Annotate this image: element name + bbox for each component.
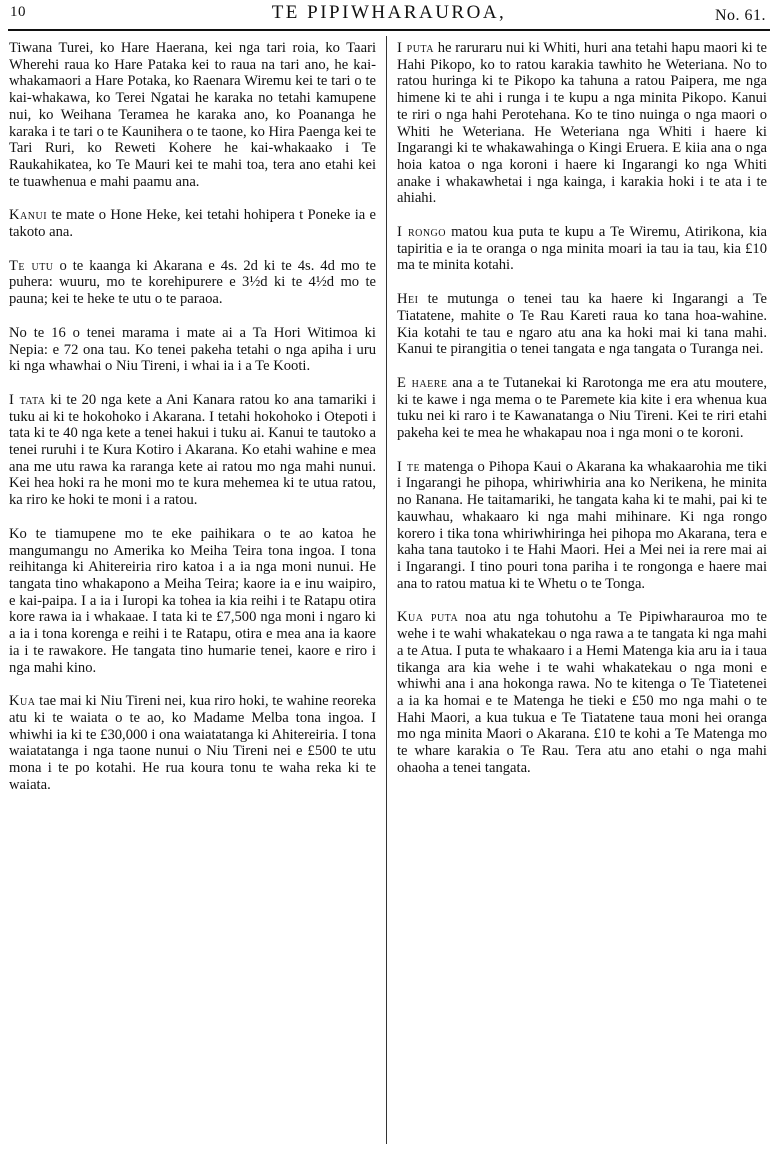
article-paragraph: I tata ki te 20 nga kete a Ani Kanara ratou ko ana tamariki i tuku ai ki te hokohoko i Akarana. I tetahi hokohoko i Otepoti i tata ki te 40 nga kete a tenei hakui i tuku ai. Kanui te tautoko a tenei ruruhi i te Kura Kotiro i Akarana. Ko etahi wahine e mea ana me utu rawa ka raranga kete ai ratou mo nga mahi nunui. Kei hea hoki ra he moni mo te kura mehemea ki te utua ratou, ka riro ke hoki te moni i a ratou. <box>9 391 376 509</box>
article-paragraph: I puta he raruraru nui ki Whiti, huri ana tetahi hapu maori ki te Hahi Pikopo, ko to ratou karakia tawhito he Weteriana. No to ratou huringa ki te Pikopo ka tahuna a ratou Paipera, me nga himene ki te ahi i runga i te kupu a nga minita Pikopo. Kanui te riri o nga hahi Perotehana. Ko te tino nuinga o nga maori o Whiti he Weteriana. He Weteriana nga Whiti i haere ki Ingarangi ki te whakawahinga o Kingi Eruera. E kiia ana o nga hoia katoa o nga koroni i haere ki Ingarangi ko nga Whiti anake i whakawhetai i nga kainga, i karakia hoki i te ata i te ahiahi. <box>397 40 767 207</box>
lead-in: Kua puta <box>397 609 459 626</box>
page-header <box>8 2 770 30</box>
lead-in: Kua <box>9 693 36 710</box>
column-divider <box>386 36 387 1144</box>
left-column <box>9 40 376 793</box>
article-paragraph: Kua tae mai ki Niu Tireni nei, kua riro hoki, te wahine reoreka atu ki te waiata o te ao, ko Madame Melba tona ingoa. I whiwhi ia ki te £30,000 i ona waiatatanga ki Ahitereiria. I tona waiatatanga i nga taone nunui o Niu Tireni nei e £500 te utu mona i te po kotahi. He rua koura tonu te waha reka ki te waiata. <box>9 693 376 793</box>
article-paragraph: Te utu o te kaanga ki Akarana e 4s. 2d ki te 4s. 4d mo te puhera: wuuru, mo te korehipurere e 3½d ki te 4½d mo te pauna; kei te heke te utu o te paraoa. <box>9 257 376 308</box>
lead-in: I te <box>397 458 421 475</box>
right-column <box>397 40 767 776</box>
article-paragraph: Tiwana Turei, ko Hare Haerana, kei nga tari roia, ko Taari Wherehi raua ko Hare Pataka kei to raua na tari ano, he kai-whakamaori a Hare Potaka, ko Raenara Wiremu kei te tari o te kai-whakawa, ko Terei Ngatai he karaka no tetahi kamupene nui, ko Weihana Teramea he karaka ano, ko Poananga he karaka i te tari o te Kaunihera o te taone, ko Hira Paenga kei te Tari Ruri, ko Reweti Kohere he kai-whakaako i Te Raukahikatea, ko Te Mauri kei te mahi toa, tera ano etahi kei te tuawhenua e mahi paamu ana. <box>9 40 376 190</box>
lead-in: I puta <box>397 40 434 56</box>
lead-in: I tata <box>9 391 46 408</box>
article-paragraph: Hei te mutunga o tenei tau ka haere ki Ingarangi a Te Tiatatene, mahite o Te Rau Kareti raua ko tana hoa-wahine. Kia kotahi te tau e ngaro atu ana ka hoki mai ki tana mahi. Kanui te pirangitia o tenei tangata e nga tangata o Turanga nei. <box>397 291 767 358</box>
lead-in: Te utu <box>9 257 54 274</box>
lead-in: Hei <box>397 291 419 308</box>
article-paragraph: I rongo matou kua puta te kupu a Te Wiremu, Atirikona, kia tapiritia e ia te oranga o nga minita moari ia tau ia tau, kia £10 ma te minita kotahi. <box>397 224 767 274</box>
header-rule <box>8 29 770 31</box>
page-number: 10 <box>10 4 26 20</box>
issue-number: No. 61. <box>714 7 766 24</box>
article-paragraph: Kanui te mate o Hone Heke, kei tetahi hohipera t Poneke ia e takoto ana. <box>9 207 376 241</box>
article-paragraph: I te matenga o Pihopa Kaui o Akarana ka whakaarohia me tiki i Ingarangi he pihopa, whiriwhiria ana ko Nerikena, he minita no Ranana. He taitamariki, he tangata kaha ki te mahi, pai ki te kauwhau, whakaaro ki nga mahi mihinare. Ki nga rongo korero i tika tona whiriwhiringa hei pihopa mo Akarana, tera e kaha tana tautoko i te Hahi Maori. Hei a Mei nei ia rere mai ai i Ingarangi. I tino pouri tona pariha i te rongonga e haere mai ana to ratou matua ki te Whetu o te Tonga. <box>397 458 767 592</box>
page-title: TE PIPIWHARAUROA, <box>271 2 507 23</box>
article-paragraph: E haere ana a te Tutanekai ki Rarotonga me era atu moutere, ki te kawe i nga mema o te Paremete kia kite i era whenua kua tuku nei ki raro i te Kawanatanga o Niu Tireni. Kei te riri etahi pakeha kei te mea he whakapau noa i nga moni o te koroni. <box>397 374 767 442</box>
article-paragraph: No te 16 o tenei marama i mate ai a Ta Hori Witimoa ki Nepia: e 72 ona tau. Ko tenei pakeha tetahi o nga apiha i uru ki nga whawhai o Niu Tireni, i whai ia i a Te Kooti. <box>9 324 376 375</box>
lead-in: I rongo <box>397 224 446 241</box>
article-paragraph: Ko te tiamupene mo te eke paihikara o te ao katoa he mangumangu no Amerika ko Meiha Teira tona ingoa. I tona reihitanga ki Ahitereiria riro katoa i a ia nga moni nunui. He tangata tino whakapono a Meiha Teira; kaore ia e inu waipiro, e kai-paipa. I a ia i Iuropi ka tohea ia kia reihi i te Ratapu otira kore rawa ia i whakaae. I tata ki te £7,500 nga moni i ngaro ki a ia i tona korenga e reihi i te Ratapu, otira e mea ana ia kaore ia i te rawakore. He tangata tino humarie tenei, kaore e riro i nga mahi kino. <box>9 525 376 676</box>
article-paragraph: Kua puta noa atu nga tohutohu a Te Pipiwharauroa mo te wehe i te wahi whakatekau o nga rawa a te tangata ki nga mahi a te Atua. I puta te whakaaro i a Hemi Matenga kia aru ia i taua tikanga ara kia wehe i te wahi whakatekau o nga moni e whiwhi ana i ana hokonga rawa. No te kitenga o Te Tiatetenei a ia ka homai e te Matenga he tieki e £50 mo nga mahi o te Hahi Maori, a kua tukua e Te Tiatatene taua moni hei oranga mo nga minita Maori o Akarana. £10 te kohi a Te Matenga mo te whare karakia o Te Rau. Tera atu ano etahi o nga mahi ohaoha a tenei tangata. <box>397 609 767 776</box>
lead-in: Kanui <box>9 207 48 224</box>
lead-in: E haere <box>397 374 448 391</box>
